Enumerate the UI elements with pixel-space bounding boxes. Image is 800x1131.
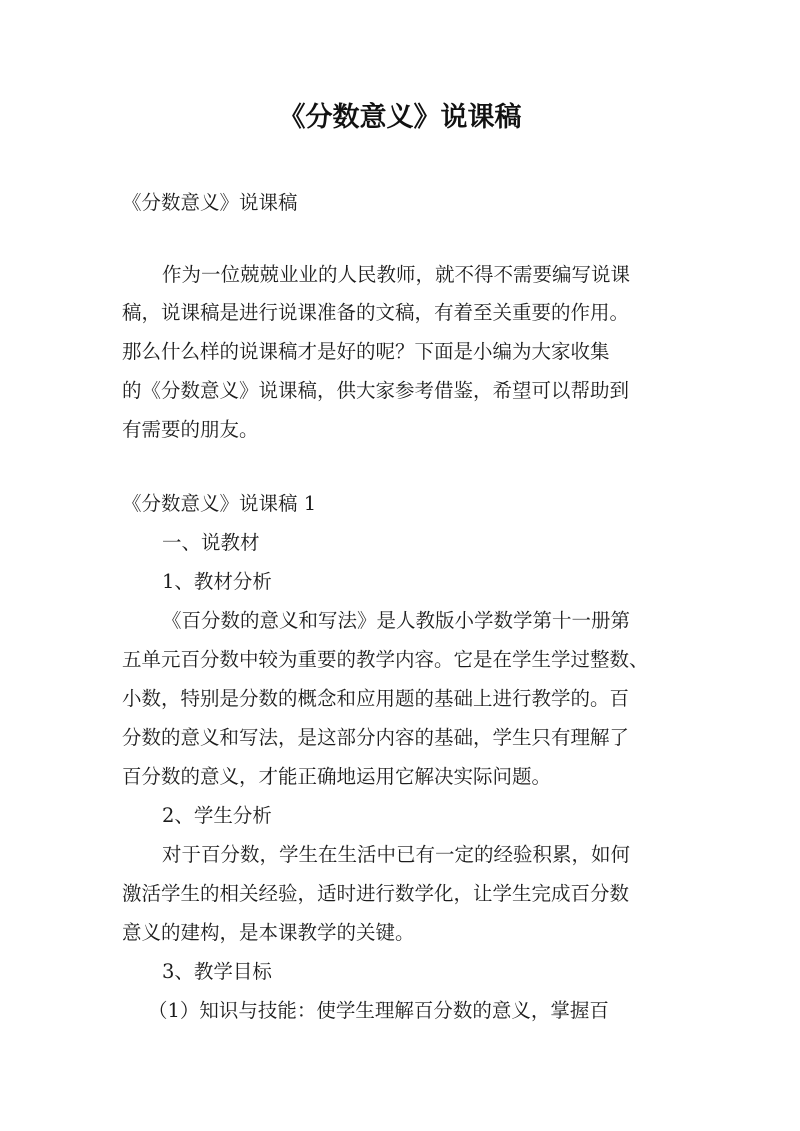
item-2-heading: 2、学生分析 [162, 804, 272, 827]
item-2-line-1: 对于百分数，学生在生活中已有一定的经验积累，如何 [162, 843, 631, 866]
part-1-heading: 一、说教材 [162, 531, 260, 554]
intro-line-4: 的《分数意义》说课稿，供大家参考借鉴，希望可以帮助到 [122, 379, 630, 402]
item-3-heading: 3、教学目标 [162, 960, 272, 983]
item-1-line-5: 百分数的意义，才能正确地运用它解决实际问题。 [122, 765, 552, 788]
intro-line-5: 有需要的朋友。 [122, 418, 259, 441]
intro-line-3: 那么什么样的说课稿才是好的呢？下面是小编为大家收集 [122, 340, 610, 363]
document-title: 《分数意义》说课稿 [278, 102, 522, 133]
item-1-line-1: 《百分数的意义和写法》是人教版小学数学第十一册第 [162, 609, 631, 632]
intro-line-2: 稿，说课稿是进行说课准备的文稿，有着至关重要的作用。 [122, 301, 630, 324]
item-1-line-3: 小数，特别是分数的概念和应用题的基础上进行教学的。百 [122, 687, 630, 710]
subtitle: 《分数意义》说课稿 [122, 191, 298, 214]
item-1-line-4: 分数的意义和写法，是这部分内容的基础，学生只有理解了 [122, 726, 630, 749]
item-2-line-2: 激活学生的相关经验，适时进行数学化，让学生完成百分数 [122, 882, 630, 905]
item-1-heading: 1、教材分析 [162, 570, 272, 593]
section-1-heading: 《分数意义》说课稿 1 [122, 492, 317, 515]
item-1-line-2: 五单元百分数中较为重要的教学内容。它是在学生学过整数、 [122, 648, 649, 671]
item-3-line-1: （1）知识与技能：使学生理解百分数的意义，掌握百 [148, 999, 609, 1022]
item-2-line-3: 意义的建构，是本课教学的关键。 [122, 921, 415, 944]
intro-line-1: 作为一位兢兢业业的人民教师，就不得不需要编写说课 [162, 263, 631, 286]
